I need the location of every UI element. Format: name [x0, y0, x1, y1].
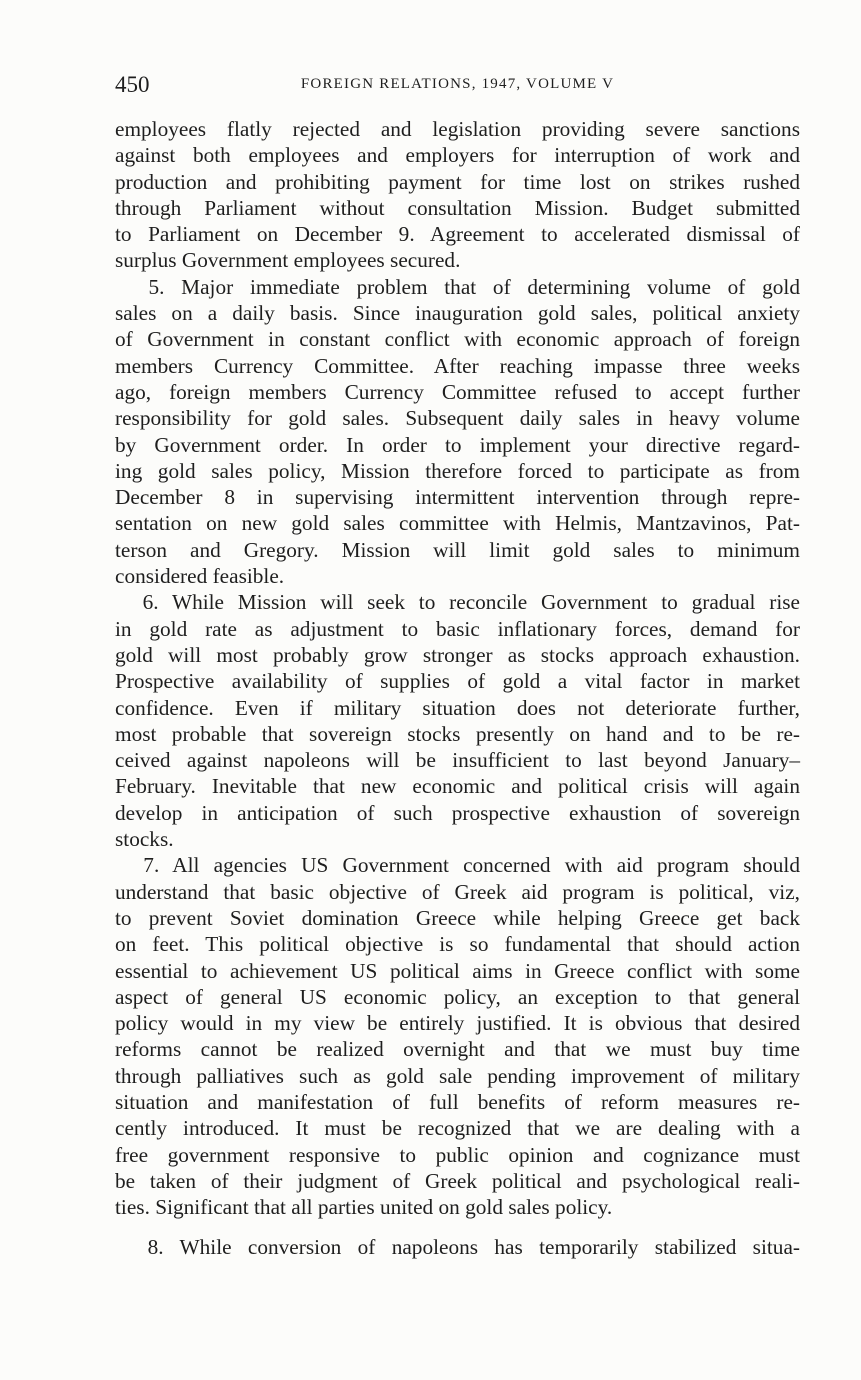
text-line: 6. While Mission will seek to reconcile Government to gradual rise: [115, 590, 800, 615]
text-line: production and prohibiting payment for time lost on strikes rushed: [115, 169, 800, 194]
text-line: sentation on new gold sales committee with Helmis, Mantzavinos, Pat-: [115, 511, 800, 536]
text-line: ing gold sales policy, Mission therefore forced to participate as from: [115, 458, 800, 483]
text-line: develop in anticipation of such prospective exhaustion of sovereign: [115, 800, 800, 825]
page-number: 450: [115, 72, 150, 97]
text-line: be taken of their judgment of Greek political and psychological reali-: [115, 1168, 800, 1193]
paragraph: [115, 589, 800, 852]
text-line: ceived against napoleons will be insufficient to last beyond January–: [115, 748, 800, 773]
text-line: policy would in my view be entirely justified. It is obvious that desired: [115, 1011, 800, 1036]
text-line: against both employees and employers for interruption of work and: [115, 143, 800, 168]
text-line: to prevent Soviet domination Greece while helping Greece get back: [115, 905, 800, 930]
running-title: FOREIGN RELATIONS, 1947, VOLUME V: [300, 76, 615, 92]
text-line: of Government in constant conflict with economic approach of foreign: [115, 327, 800, 352]
text-line: responsibility for gold sales. Subsequent daily sales in heavy volume: [115, 406, 800, 431]
text-line: cently introduced. It must be recognized that we are dealing with a: [115, 1116, 800, 1141]
paragraph: [115, 1234, 800, 1260]
text-line: 7. All agencies US Government concerned with aid program should: [115, 853, 800, 878]
text-line: ago, foreign members Currency Committee refused to accept further: [115, 379, 800, 404]
text-line: gold will most probably grow stronger as stocks approach exhaustion.: [115, 642, 800, 667]
text-line: understand that basic objective of Greek aid program is political, viz,: [115, 879, 800, 904]
text-line: most probable that sovereign stocks presently on hand and to be re-: [115, 721, 800, 746]
text-line: essential to achievement US political aims in Greece conflict with some: [115, 958, 800, 983]
text-line: employees flatly rejected and legislation providing severe sanctions: [115, 117, 800, 141]
text-line: 8. While conversion of napoleons has temporarily stabilized situa-: [115, 1235, 800, 1260]
text-line: 5. Major immediate problem that of determining volume of gold: [115, 274, 800, 299]
text-line: through Parliament without consultation Mission. Budget submitted: [115, 195, 800, 220]
text-line: by Government order. In order to implement your directive regard-: [115, 432, 800, 457]
text-line: terson and Gregory. Mission will limit gold sales to minimum: [115, 537, 800, 562]
paragraph: [115, 274, 800, 590]
text-line: confidence. Even if military situation does not deteriorate further,: [115, 695, 800, 720]
text-line: surplus Government employees secured.: [115, 248, 461, 273]
text-line: sales on a daily basis. Since inauguration gold sales, political anxiety: [115, 301, 800, 326]
text-line: through palliatives such as gold sale pending improvement of military: [115, 1063, 800, 1088]
body-text: [115, 116, 800, 1261]
page-header: [115, 72, 800, 102]
text-line: December 8 in supervising intermittent intervention through repre-: [115, 485, 800, 510]
text-line: members Currency Committee. After reaching impasse three weeks: [115, 353, 800, 378]
text-line: to Parliament on December 9. Agreement to accelerated dismissal of: [115, 222, 800, 247]
text-line: ties. Significant that all parties united on gold sales policy.: [115, 1195, 613, 1220]
text-line: situation and manifestation of full benefits of reform measures re-: [115, 1089, 800, 1114]
text-line: in gold rate as adjustment to basic inflationary forces, demand for: [115, 616, 800, 641]
text-line: stocks.: [115, 827, 174, 852]
text-line: Prospective availability of supplies of gold a vital factor in market: [115, 669, 800, 694]
text-line: February. Inevitable that new economic and political crisis will again: [115, 774, 800, 799]
text-line: free government responsive to public opinion and cognizance must: [115, 1142, 800, 1167]
paragraph: [115, 116, 800, 274]
paragraph: [115, 852, 800, 1220]
text-line: reforms cannot be realized overnight and that we must buy time: [115, 1037, 800, 1062]
text-line: aspect of general US economic policy, an exception to that general: [115, 984, 800, 1009]
text-line: considered feasible.: [115, 564, 285, 589]
text-line: on feet. This political objective is so fundamental that should action: [115, 932, 800, 957]
